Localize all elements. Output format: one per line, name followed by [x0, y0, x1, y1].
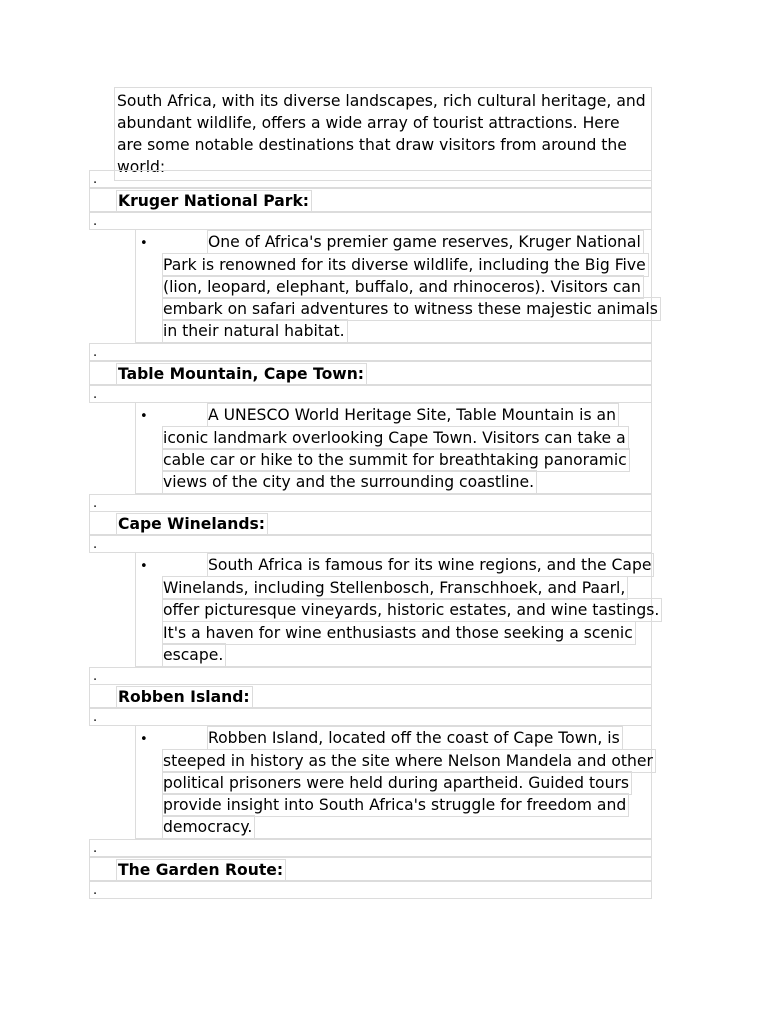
paragraph-spacer: [89, 343, 652, 361]
spacer-dot: .: [93, 496, 98, 511]
section-title: Robben Island:: [116, 686, 253, 709]
paragraph-spacer: [89, 881, 652, 899]
list-item: [135, 726, 652, 839]
list-item: [135, 553, 660, 667]
list-item: [135, 403, 652, 494]
section-title: The Garden Route:: [116, 859, 286, 882]
paragraph-spacer: [89, 839, 652, 857]
paragraph-spacer: [89, 667, 652, 685]
paragraph-spacer: [89, 708, 652, 726]
bullet-marker: •: [140, 409, 148, 424]
list-item: [135, 230, 658, 343]
section-heading: [89, 857, 652, 881]
paragraph-spacer: [89, 494, 652, 512]
section-heading: [89, 188, 652, 212]
bullet-marker: •: [140, 732, 148, 747]
item-text-line: democracy.: [162, 815, 255, 839]
bullet-marker: •: [140, 559, 148, 574]
item-text-line: iconic landmark overlooking Cape Town. Visitors can take a: [162, 426, 629, 450]
item-text-line: embark on safari adventures to witness these majestic animals: [162, 297, 661, 321]
item-text-line: Winelands, including Stellenbosch, Franschhoek, and Paarl,: [162, 576, 628, 600]
item-text-line: views of the city and the surrounding coastline.: [162, 470, 537, 494]
section-heading: [89, 361, 652, 385]
item-text-line: One of Africa's premier game reserves, Kruger National: [207, 230, 644, 254]
spacer-dot: .: [93, 172, 98, 187]
paragraph-spacer: [89, 170, 652, 188]
section-title: Cape Winelands:: [116, 513, 268, 536]
intro-paragraph: South Africa, with its diverse landscapes, rich cultural heritage, and abundant wildlife, offers a wide array of tourist attractions. Here are some notable destinations that draw visitors from around the world:: [114, 87, 652, 181]
spacer-dot: .: [93, 214, 98, 229]
item-text-line: A UNESCO World Heritage Site, Table Mountain is an: [207, 403, 619, 427]
item-text-line: It's a haven for wine enthusiasts and those seeking a scenic: [162, 621, 636, 645]
item-text-line: provide insight into South Africa's struggle for freedom and: [162, 793, 629, 817]
spacer-dot: .: [93, 537, 98, 552]
paragraph-spacer: [89, 385, 652, 403]
item-text-line: escape.: [162, 643, 226, 667]
spacer-dot: .: [93, 345, 98, 360]
item-text-line: political prisoners were held during apartheid. Guided tours: [162, 771, 632, 795]
item-text-line: in their natural habitat.: [162, 319, 348, 343]
paragraph-spacer: [89, 212, 652, 230]
spacer-dot: .: [93, 883, 98, 898]
paragraph-spacer: [89, 535, 652, 553]
spacer-dot: .: [93, 841, 98, 856]
spacer-dot: .: [93, 669, 98, 684]
item-text-line: steeped in history as the site where Nelson Mandela and other: [162, 749, 656, 773]
section-title: Kruger National Park:: [116, 190, 312, 213]
item-text-line: South Africa is famous for its wine regions, and the Cape: [207, 553, 654, 577]
item-text-line: (lion, leopard, elephant, buffalo, and rhinoceros). Visitors can: [162, 275, 644, 299]
item-text-line: offer picturesque vineyards, historic estates, and wine tastings.: [162, 598, 662, 622]
section-heading: [89, 511, 652, 535]
item-text-line: Robben Island, located off the coast of Cape Town, is: [207, 726, 623, 750]
bullet-marker: •: [140, 236, 148, 251]
spacer-dot: .: [93, 387, 98, 402]
item-text-line: Park is renowned for its diverse wildlife, including the Big Five: [162, 253, 649, 277]
item-text-line: cable car or hike to the summit for breathtaking panoramic: [162, 448, 630, 472]
section-heading: [89, 684, 652, 708]
spacer-dot: .: [93, 710, 98, 725]
section-title: Table Mountain, Cape Town:: [116, 363, 367, 386]
